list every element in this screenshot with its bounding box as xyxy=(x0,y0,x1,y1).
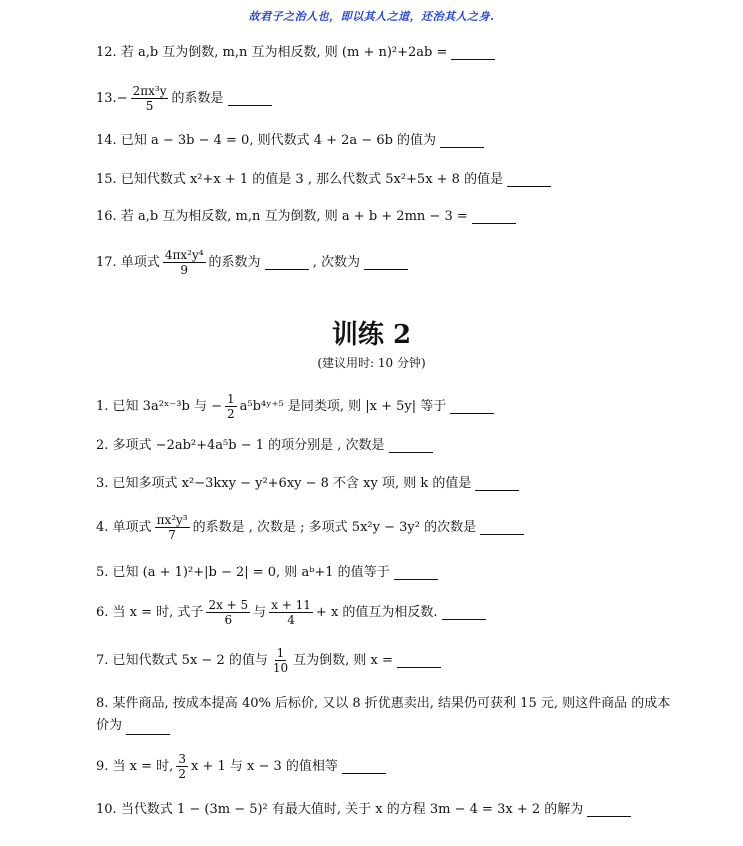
question-number: 7. xyxy=(96,652,109,668)
fraction-numerator: πx²y³ xyxy=(156,513,188,527)
question-13 xyxy=(96,84,272,113)
section-title: 训练 2 xyxy=(331,320,412,350)
question-number: 14. xyxy=(96,133,117,148)
answer-blank[interactable] xyxy=(389,451,433,453)
question-number: 8. xyxy=(96,696,109,711)
fraction xyxy=(163,248,206,277)
answer-blank[interactable] xyxy=(228,104,272,106)
answer-blank[interactable] xyxy=(394,578,438,580)
question-number: 17. xyxy=(96,254,117,270)
fraction-denominator: 2 xyxy=(226,407,235,421)
fraction xyxy=(155,513,190,542)
question-number: 2. xyxy=(96,438,109,453)
answer-blank[interactable] xyxy=(440,146,484,148)
question-s2-2 xyxy=(96,437,433,455)
question-number: 15. xyxy=(96,172,117,187)
question-text-mid: 与 xyxy=(253,604,267,620)
question-text-post: , 次数为 xyxy=(312,254,360,270)
question-number: 13. xyxy=(96,90,117,106)
question-text-post: x + 1 与 x − 3 的值相等 xyxy=(190,758,338,774)
question-s2-8 xyxy=(96,693,676,737)
question-16 xyxy=(96,208,516,226)
question-s2-4 xyxy=(96,513,524,542)
question-number: 12. xyxy=(96,45,117,60)
question-12 xyxy=(96,44,495,62)
question-text: 的系数是 xyxy=(171,90,224,106)
question-text-pre: 已知 3a²ˣ⁻³b 与 − xyxy=(112,398,222,414)
question-text: 当代数式 1 − (3m − 5)² 有最大值时, 关于 x 的方程 3m − 4 = 3x + 2 的解为 xyxy=(120,802,584,817)
question-number: 3. xyxy=(96,476,109,491)
question-text: 已知 a − 3b − 4 = 0, 则代数式 4 + 2a − 6b 的值为 xyxy=(120,133,437,148)
question-text-post: 的系数是 , 次数是 ; 多项式 5x²y − 3y² 的次数是 xyxy=(192,519,477,535)
header-motto: 故君子之治人也，即以其人之道，还治其人之身. xyxy=(248,10,495,23)
question-s2-7 xyxy=(96,646,441,675)
question-s2-5 xyxy=(96,564,438,582)
question-text-pre: 当 x = 时, xyxy=(112,758,174,774)
question-number: 5. xyxy=(96,565,109,580)
fraction xyxy=(271,646,290,675)
question-text-post: 互为倒数, 则 x = xyxy=(293,652,393,668)
question-s2-9 xyxy=(96,752,386,781)
question-s2-1 xyxy=(96,392,494,421)
question-number: 6. xyxy=(96,604,109,620)
minus-sign: − xyxy=(116,90,128,106)
question-number: 4. xyxy=(96,519,109,535)
question-number: 10. xyxy=(96,802,117,817)
fraction-denominator: 7 xyxy=(168,528,176,542)
question-s2-3 xyxy=(96,475,519,493)
question-number: 16. xyxy=(96,209,117,224)
fraction-numerator: 3 xyxy=(178,752,186,766)
fraction xyxy=(176,752,188,781)
question-text-pre: 当 x = 时, 式子 xyxy=(112,604,204,620)
answer-blank[interactable] xyxy=(587,815,631,817)
fraction-numerator: 2πx³y xyxy=(132,84,167,98)
question-number: 9. xyxy=(96,758,109,774)
question-text-pre: 已知代数式 5x − 2 的值与 xyxy=(112,652,268,668)
question-number: 1. xyxy=(96,398,109,414)
fraction-numerator: x + 11 xyxy=(271,598,311,612)
answer-blank[interactable] xyxy=(364,268,408,270)
fraction-numerator: 2x + 5 xyxy=(208,598,249,612)
question-s2-6 xyxy=(96,598,486,627)
answer-blank[interactable] xyxy=(126,733,170,735)
answer-blank[interactable] xyxy=(507,185,551,187)
question-14 xyxy=(96,132,484,150)
fraction-denominator: 9 xyxy=(180,263,189,277)
question-15 xyxy=(96,171,551,189)
fraction-denominator: 10 xyxy=(272,661,289,675)
question-text-pre: 单项式 xyxy=(120,254,160,270)
fraction-numerator: 1 xyxy=(276,646,285,660)
question-s2-10 xyxy=(96,801,631,819)
fraction-numerator: 1 xyxy=(226,392,235,406)
question-text: 已知代数式 x²+x + 1 的值是 3 , 那么代数式 5x²+5x + 8 的值是 xyxy=(120,172,504,187)
answer-blank[interactable] xyxy=(450,412,494,414)
question-text-post: a⁵b⁴ʸ⁺⁵ 是同类项, 则 |x + 5y| 等于 xyxy=(239,398,447,414)
fraction-denominator: 4 xyxy=(287,613,295,627)
fraction-numerator: 4πx²y⁴ xyxy=(164,248,204,262)
answer-blank[interactable] xyxy=(265,268,309,270)
fraction-denominator: 2 xyxy=(178,767,186,781)
question-text: 已知 (a + 1)²+|b − 2| = 0, 则 aᵇ+1 的值等于 xyxy=(112,565,390,580)
question-17 xyxy=(96,248,408,277)
fraction xyxy=(131,84,169,113)
fraction xyxy=(206,598,250,627)
answer-blank[interactable] xyxy=(475,489,519,491)
fraction-denominator: 5 xyxy=(145,99,154,113)
question-text: 某件商品, 按成本提高 40% 后标价, 又以 8 折优惠卖出, 结果仍可获利 15 元, 则这件商品 的成本价为 xyxy=(96,696,671,733)
question-text-mid: 的系数为 xyxy=(208,254,261,270)
answer-blank[interactable] xyxy=(397,666,441,668)
answer-blank[interactable] xyxy=(451,58,495,60)
answer-blank[interactable] xyxy=(342,772,386,774)
section-subtitle: (建议用时: 10 分钟) xyxy=(317,356,426,370)
answer-blank[interactable] xyxy=(472,222,516,224)
question-text-post: + x 的值互为相反数. xyxy=(315,604,438,620)
answer-blank[interactable] xyxy=(442,618,486,620)
question-text-pre: 单项式 xyxy=(112,519,152,535)
answer-blank[interactable] xyxy=(480,533,524,535)
question-text: 多项式 −2ab²+4a⁵b − 1 的项分别是 , 次数是 xyxy=(112,438,385,453)
fraction xyxy=(269,598,313,627)
question-text: 已知多项式 x²−3kxy − y²+6xy − 8 不含 xy 项, 则 k 的值是 xyxy=(112,476,472,491)
fraction xyxy=(225,392,237,421)
question-text: 若 a,b 互为相反数, m,n 互为倒数, 则 a + b + 2mn − 3 = xyxy=(120,209,468,224)
question-text: 若 a,b 互为倒数, m,n 互为相反数, 则 (m + n)²+2ab = xyxy=(120,45,448,60)
fraction-denominator: 6 xyxy=(224,613,233,627)
